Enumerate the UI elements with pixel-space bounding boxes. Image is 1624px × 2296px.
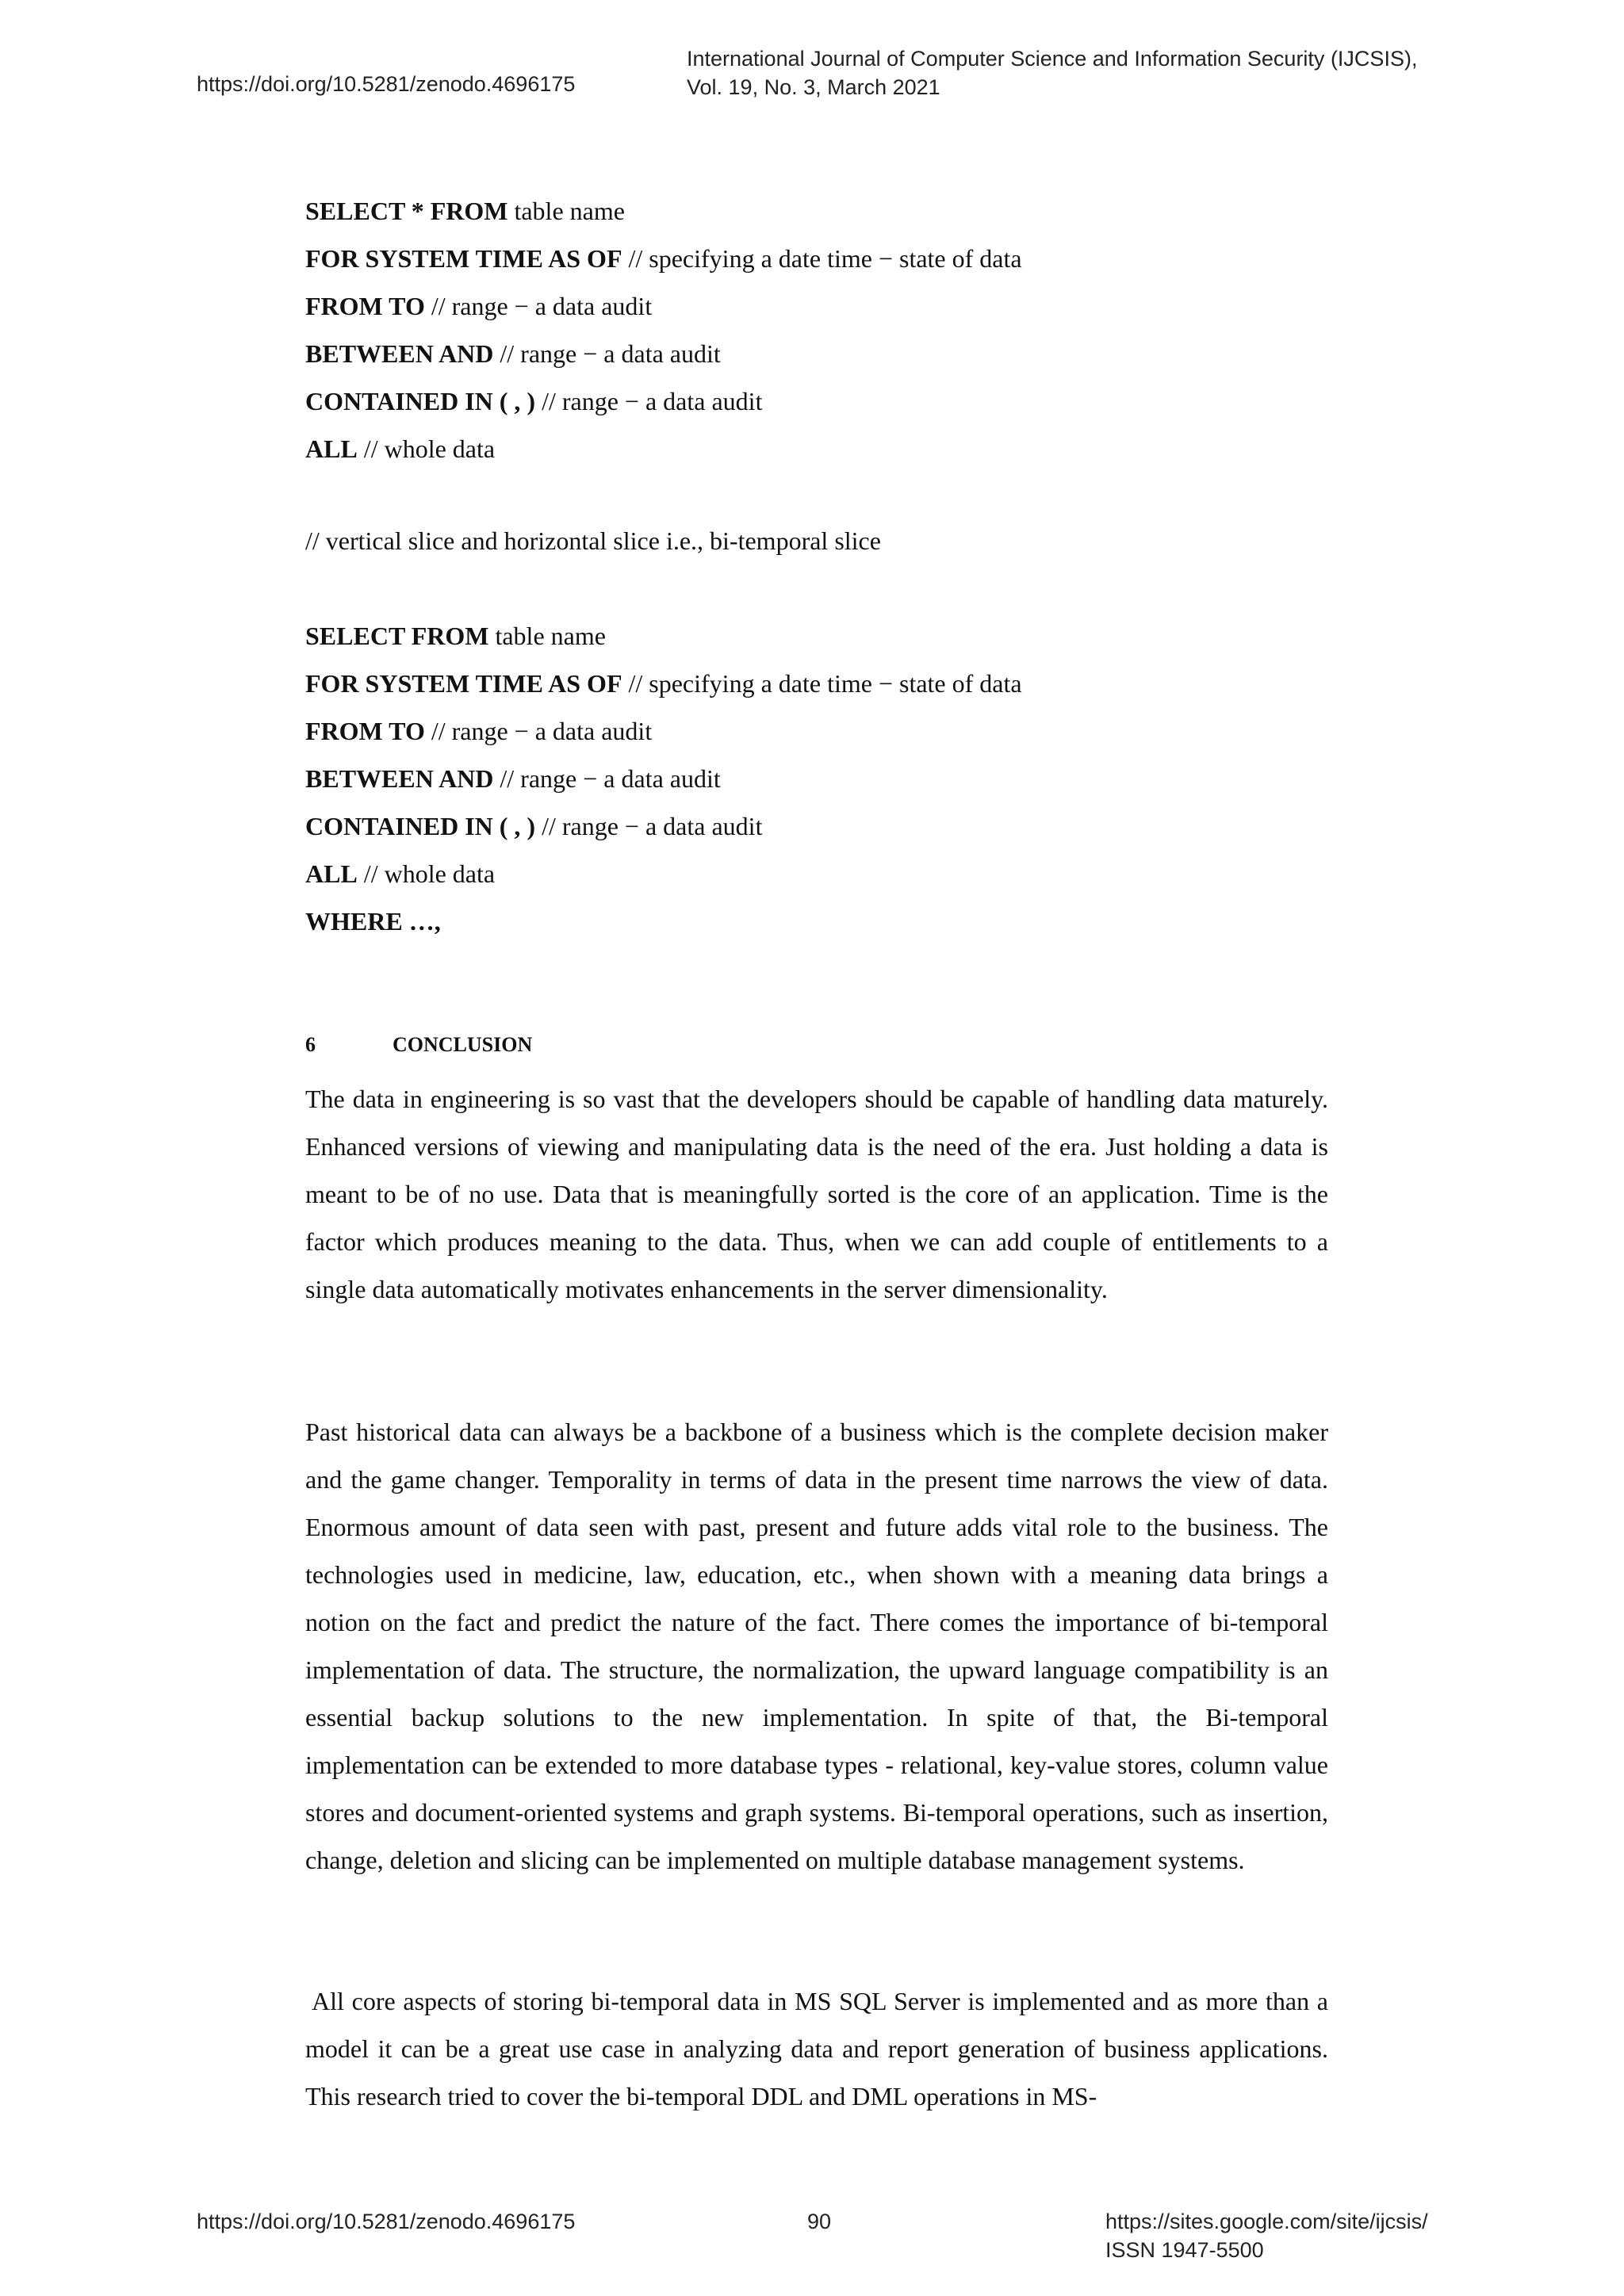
paragraph-3: All core aspects of storing bi-temporal data in MS SQL Server is implemented and as more than a model it can be a great use case in analyzing data and report generation of business applications. This research tried to cover the bi-temporal DDL and DML operations in MS- (305, 1987, 1328, 2110)
code-line (305, 235, 1328, 282)
code-keyword: FOR SYSTEM TIME AS OF (305, 244, 622, 273)
code-line (305, 425, 1328, 473)
code-line (305, 187, 1328, 235)
code-line (305, 330, 1328, 377)
code-line (305, 897, 1328, 945)
code-line (305, 660, 1328, 707)
section-number: 6 (305, 1033, 316, 1056)
code-keyword: FROM TO (305, 717, 425, 745)
code-text: // range − a data audit (493, 764, 721, 793)
code-text: // specifying a date time − state of data (622, 669, 1022, 698)
code-keyword: SELECT * FROM (305, 197, 508, 225)
footer-site: https://sites.google.com/site/ijcsis/ (1105, 2210, 1428, 2233)
section-heading (305, 1031, 532, 1059)
code-line (305, 612, 1328, 660)
code-keyword: ALL (305, 859, 358, 888)
code-block-1 (305, 187, 1328, 473)
code-comment: // vertical slice and horizontal slice i.e., bi-temporal slice (305, 526, 881, 555)
code-keyword: ALL (305, 434, 358, 463)
footer-site-info (1105, 2207, 1428, 2264)
code-text: table name (488, 622, 606, 650)
code-text: // range − a data audit (424, 717, 653, 745)
code-text: // whole data (357, 859, 496, 888)
code-keyword: BETWEEN AND (305, 339, 494, 368)
footer-doi: https://doi.org/10.5281/zenodo.4696175 (197, 2210, 576, 2233)
code-text: // specifying a date time − state of data (622, 244, 1022, 273)
header-journal (687, 44, 1417, 101)
code-keyword: SELECT FROM (305, 622, 489, 650)
section-title: CONCLUSION (393, 1033, 533, 1056)
code-text: // range − a data audit (424, 292, 653, 320)
code-keyword: CONTAINED IN ( , ) (305, 387, 536, 415)
paragraph-1: The data in engineering is so vast that the developers should be capable of handling data maturely. Enhanced versions of viewing and manipulating data is the need of the era. Just holding a data is meant to be of no use. Data that is meaningfully sorted is the core of an application. Time is the factor which produces meaning to the data. Thus, when we can add couple of entitlements to a single data automatically motivates enhancements in the server dimensionality. (305, 1085, 1328, 1303)
code-line (305, 377, 1328, 425)
code-text: table name (508, 197, 625, 225)
code-text: // range − a data audit (535, 387, 763, 415)
paragraph-2: Past historical data can always be a backbone of a business which is the complete decision maker and the game changer. Temporality in terms of data in the present time narrows the view of data. Enormous amount of data seen with past, present and future adds vital role to the business. The technologies used in medicine, law, education, etc., when shown with a meaning data brings a notion on the fact and predict the nature of the fact. There comes the importance of bi-temporal implementation of data. The structure, the normalization, the upward language compatibility is an essential backup solutions to the new implementation. In spite of that, the Bi-temporal implementation can be extended to more database types - relational, key-value stores, column value stores and document-oriented systems and graph systems. Bi-temporal operations, such as insertion, change, deletion and slicing can be implemented on multiple database management systems. (305, 1418, 1328, 1874)
code-text: // range − a data audit (535, 812, 763, 840)
code-line (305, 802, 1328, 850)
header-doi: https://doi.org/10.5281/zenodo.4696175 (197, 72, 576, 96)
code-keyword: WHERE …, (305, 907, 441, 936)
code-keyword: FOR SYSTEM TIME AS OF (305, 669, 622, 698)
code-line (305, 755, 1328, 802)
code-line (305, 707, 1328, 755)
code-text: // whole data (357, 434, 496, 463)
header-journal-volume: Vol. 19, No. 3, March 2021 (687, 75, 940, 99)
code-line (305, 282, 1328, 330)
header-journal-title: International Journal of Computer Science and Information Security (IJCSIS), (687, 47, 1418, 71)
code-keyword: FROM TO (305, 292, 425, 320)
code-keyword: BETWEEN AND (305, 764, 494, 793)
page-number: 90 (807, 2210, 832, 2233)
code-line (305, 850, 1328, 897)
code-block-2 (305, 612, 1328, 945)
code-keyword: CONTAINED IN ( , ) (305, 812, 536, 840)
code-text: // range − a data audit (493, 339, 721, 368)
footer-issn: ISSN 1947-5500 (1105, 2238, 1264, 2262)
